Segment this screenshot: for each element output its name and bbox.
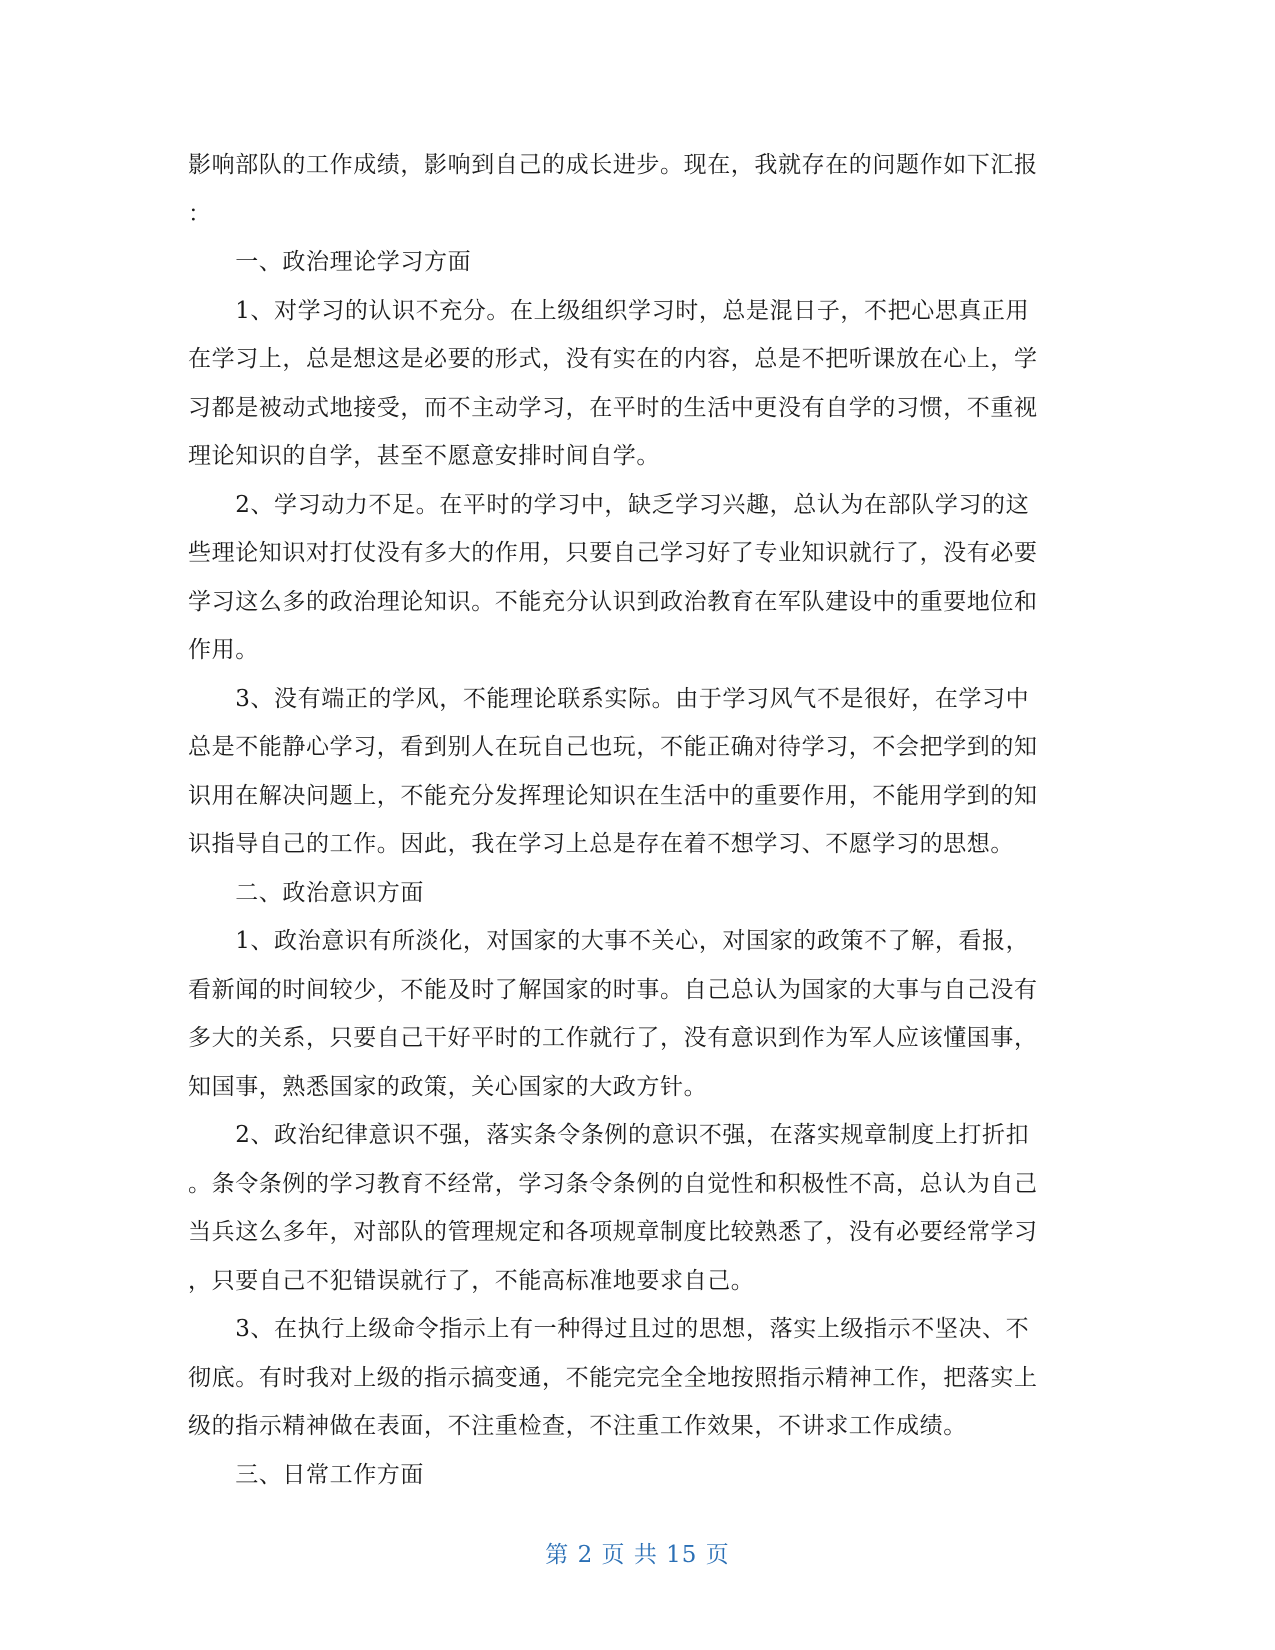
text-line: 1、政治意识有所淡化，对国家的大事不关心，对国家的政策不了解，看报， [188,928,1030,954]
section-heading: 三、日常工作方面 [188,1461,424,1488]
text-line: 知国事，熟悉国家的政策，关心国家的大政方针。 [188,1073,708,1100]
document-body [188,141,1088,1499]
text-line: 理论知识的自学，甚至不愿意安排时间自学。 [188,443,660,469]
text-line: ，只要自己不犯错误就行了，不能高标准地要求自己。 [188,1267,755,1294]
text-line: 识指导自己的工作。因此，我在学习上总是存在着不想学习、不愿学习的思想。 [188,831,1014,857]
text-line: 习都是被动式地接受，而不主动学习，在平时的生活中更没有自学的习惯，不重视 [188,394,1038,421]
text-line: 3、在执行上级命令指示上有一种得过且过的思想，落实上级指示不坚决、不 [188,1316,1030,1342]
section-heading: 一、政治理论学习方面 [188,249,472,275]
text-line: 彻底。有时我对上级的指示搞变通，不能完完全全地按照指示精神工作，把落实上 [188,1364,1038,1391]
text-line: 些理论知识对打仗没有多大的作用，只要自己学习好了专业知识就行了，没有必要 [188,540,1038,566]
text-line: 在学习上，总是想这是必要的形式，没有实在的内容，总是不把听课放在心上，学 [188,346,1038,372]
text-line: 多大的关系，只要自己干好平时的工作就行了，没有意识到作为军人应该懂国事， [188,1025,1038,1051]
text-line: 1、对学习的认识不充分。在上级组织学习时，总是混日子，不把心思真正用 [188,297,1030,324]
text-line: ： [188,200,212,227]
text-line: 当兵这么多年，对部队的管理规定和各项规章制度比较熟悉了，没有必要经常学习 [188,1219,1038,1245]
text-line: 2、学习动力不足。在平时的学习中，缺乏学习兴趣，总认为在部队学习的这 [188,491,1030,518]
text-line: 看新闻的时间较少，不能及时了解国家的时事。自己总认为国家的大事与自己没有 [188,976,1038,1003]
text-line: 作用。 [188,637,259,663]
section-heading: 二、政治意识方面 [188,879,424,906]
text-line: 2、政治纪律意识不强，落实条令条例的意识不强，在落实规章制度上打折扣 [188,1122,1030,1148]
text-line: 总是不能静心学习，看到别人在玩自己也玩，不能正确对待学习，不会把学到的知 [188,734,1038,760]
text-line: 识用在解决问题上，不能充分发挥理论知识在生活中的重要作用，不能用学到的知 [188,782,1038,809]
page-number-footer: 第 2 页 共 15 页 [545,1542,730,1568]
text-line: 。条令条例的学习教育不经常，学习条令条例的自觉性和积极性不高，总认为自己 [188,1170,1038,1197]
text-line: 3、没有端正的学风，不能理论联系实际。由于学习风气不是很好，在学习中 [188,685,1030,712]
text-line: 级的指示精神做在表面，不注重检查，不注重工作效果，不讲求工作成绩。 [188,1413,967,1439]
text-line: 影响部队的工作成绩，影响到自己的成长进步。现在，我就存在的问题作如下汇报 [188,152,1038,178]
text-line: 学习这么多的政治理论知识。不能充分认识到政治教育在军队建设中的重要地位和 [188,588,1038,615]
